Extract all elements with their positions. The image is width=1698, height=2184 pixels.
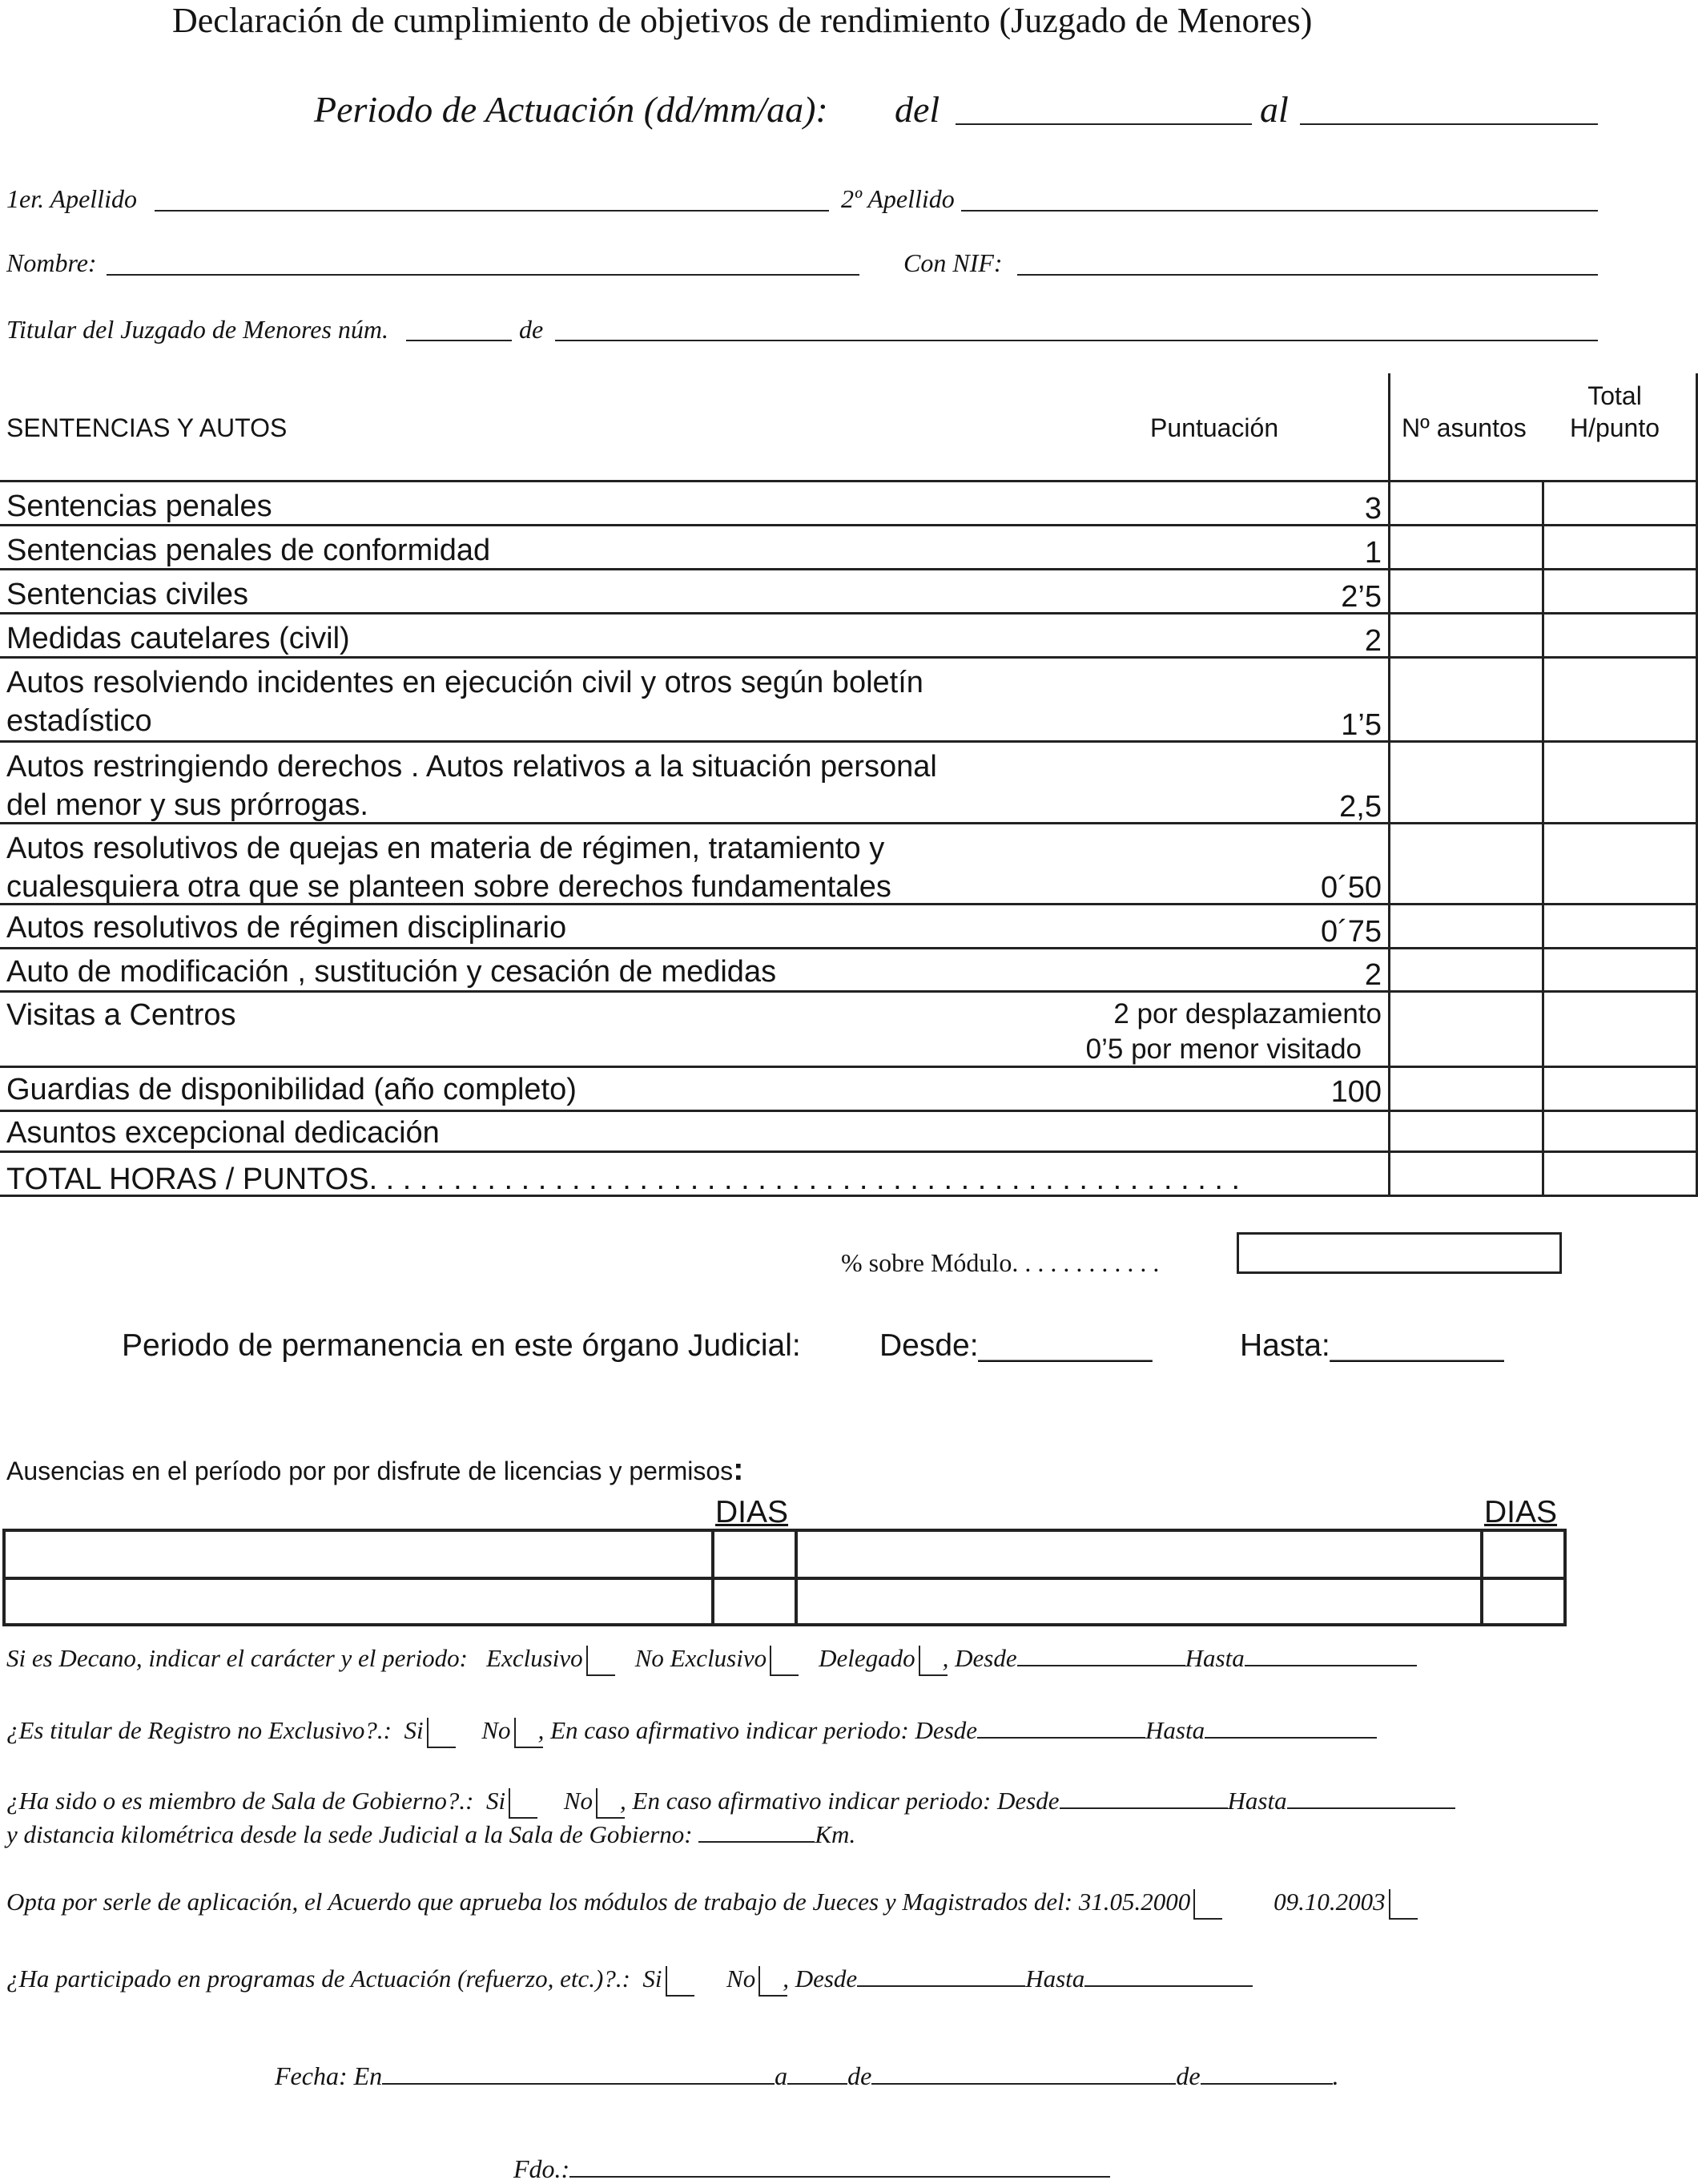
titular-label: Titular del Juzgado de Menores núm. (6, 315, 388, 344)
sala-km-field[interactable] (698, 1817, 815, 1843)
row-puntuacion: 0´75 (1320, 915, 1382, 949)
decano-no-exclusivo-label: No Exclusivo (634, 1644, 767, 1672)
fecha-a-label: a (775, 2061, 788, 2090)
decano-hasta-field[interactable] (1245, 1641, 1417, 1666)
col-header-asuntos: Nº asuntos (1402, 413, 1527, 442)
juzgado-num-field[interactable] (406, 340, 512, 341)
programas-no-checkbox[interactable] (758, 1966, 783, 1990)
periodo-al-label: al (1260, 89, 1289, 130)
fecha-lugar-field[interactable] (382, 2059, 775, 2085)
nif-field[interactable] (1017, 274, 1598, 276)
row-puntuacion: 2’5 (1341, 580, 1382, 614)
permanencia-desde[interactable]: Desde:__________ (879, 1328, 1153, 1363)
decano-delegado-label: Delegado (819, 1644, 915, 1672)
ausencias-rule (2, 1623, 1566, 1626)
registro-desde-field[interactable] (977, 1713, 1145, 1739)
row-puntuacion-cont: 0’5 por menor visitado (1085, 1034, 1362, 1065)
row-label: Visitas a Centros (6, 998, 236, 1032)
programas-desde-field[interactable] (857, 1961, 1025, 1987)
decano-question (6, 1641, 1417, 1673)
apellido1-label: 1er. Apellido (6, 184, 137, 213)
programas-no-label: No (726, 1964, 756, 1993)
periodo-del-label: del (895, 89, 940, 130)
programas-text: ¿Ha participado en programas de Actuación (refuerzo, etc.)?.: (6, 1964, 630, 1993)
row-puntuacion: 1’5 (1341, 708, 1382, 742)
acuerdo-2003-checkbox[interactable] (1389, 1889, 1413, 1913)
sala-km-label: Km. (815, 1820, 856, 1848)
row-label: Asuntos excepcional dedicación (6, 1116, 440, 1150)
modulo-box[interactable] (1237, 1232, 1562, 1274)
sala-question (6, 1783, 1455, 1815)
decano-hasta-label: Hasta (1185, 1644, 1245, 1672)
fecha-de1-label: de (847, 2061, 872, 2090)
ausencias-rule (2, 1529, 1566, 1532)
periodo-label: Periodo de Actuación (dd/mm/aa): (314, 89, 828, 130)
col-header-puntuacion: Puntuación (1150, 413, 1279, 442)
sala-afirmativo-label: , En caso afirmativo indicar periodo: Desde (620, 1787, 1060, 1815)
col-header-total-2: H/punto (1569, 413, 1660, 442)
programas-si-label: Si (642, 1964, 662, 1993)
decano-text: Si es Decano, indicar el carácter y el periodo: (6, 1644, 468, 1672)
col-header-total-1: Total (1587, 381, 1642, 410)
ausencias-text: Ausencias en el período por por disfrute de licencias y permisos (6, 1457, 734, 1485)
row-puntuacion: 0´50 (1320, 871, 1382, 905)
decano-delegado-checkbox[interactable] (919, 1646, 943, 1670)
decano-exclusivo-label: Exclusivo (486, 1644, 583, 1672)
decano-desde-label: , Desde (942, 1644, 1017, 1672)
registro-si-checkbox[interactable] (427, 1718, 451, 1742)
programas-hasta-label: Hasta (1025, 1964, 1085, 1993)
juzgado-de-field[interactable] (555, 340, 1598, 341)
row-puntuacion: 1 (1364, 536, 1382, 570)
ausencias-label (6, 1452, 743, 1488)
apellido2-label: 2º Apellido (841, 184, 955, 213)
row-label-cont: cualesquiera otra que se planteen sobre derechos fundamentales (6, 870, 891, 904)
programas-desde-label: , Desde (783, 1964, 858, 1993)
row-puntuacion: 3 (1364, 492, 1382, 526)
col-header-concept: SENTENCIAS Y AUTOS (6, 413, 288, 442)
fdo-label: Fdo.: (513, 2154, 570, 2183)
row-label: Medidas cautelares (civil) (6, 622, 350, 655)
decano-exclusivo-checkbox[interactable] (586, 1646, 610, 1670)
table-col-divider (1542, 481, 1544, 1195)
sala-si-label: Si (485, 1787, 506, 1815)
modulo-label: % sobre Módulo. . . . . . . . . . . . (841, 1248, 1160, 1277)
firma-field[interactable] (569, 2152, 1110, 2178)
row-puntuacion: 100 (1330, 1075, 1382, 1109)
registro-question (6, 1713, 1377, 1745)
nombre-field[interactable] (107, 274, 859, 276)
sala-hasta-field[interactable] (1287, 1783, 1455, 1809)
registro-text: ¿Es titular de Registro no Exclusivo?.: (6, 1716, 392, 1744)
fecha-anio-field[interactable] (1201, 2059, 1333, 2085)
registro-hasta-field[interactable] (1205, 1713, 1377, 1739)
ausencias-colon: : (733, 1452, 744, 1487)
row-label-cont: del menor y sus prórrogas. (6, 788, 368, 822)
sala-si-checkbox[interactable] (509, 1788, 533, 1812)
permanencia-hasta[interactable]: Hasta:__________ (1240, 1328, 1504, 1363)
decano-no-exclusivo-checkbox[interactable] (770, 1646, 794, 1670)
fecha-dot: . (1332, 2061, 1339, 2090)
apellido2-field[interactable] (961, 210, 1598, 212)
row-label: Sentencias civiles (6, 578, 249, 611)
sala-distancia-text: y distancia kilométrica desde la sede Judicial a la Sala de Gobierno: (6, 1820, 693, 1848)
sala-distancia (6, 1817, 855, 1849)
sala-no-label: No (563, 1787, 593, 1815)
sala-no-checkbox[interactable] (596, 1788, 620, 1812)
periodo-del-field[interactable] (956, 123, 1252, 125)
page-title: Declaración de cumplimiento de objetivos de rendimiento (Juzgado de Menores) (172, 1, 1313, 40)
programas-question (6, 1961, 1253, 1993)
ausencias-cells[interactable] (6, 1533, 1560, 1622)
total-column-cells[interactable] (1545, 482, 1694, 1192)
asuntos-column-cells[interactable] (1391, 482, 1540, 1192)
permanencia-label: Periodo de permanencia en este órgano Judicial: (122, 1328, 801, 1363)
row-puntuacion: 2 por desplazamiento (1113, 998, 1382, 1030)
nif-label: Con NIF: (903, 248, 1003, 277)
fecha-en-label: Fecha: En (275, 2061, 383, 2090)
decano-desde-field[interactable] (1017, 1641, 1185, 1666)
sala-hasta-label: Hasta (1227, 1787, 1287, 1815)
row-label: Sentencias penales de conformidad (6, 534, 491, 567)
acuerdo-2000-checkbox[interactable] (1193, 1889, 1217, 1913)
row-label: Auto de modificación , sustitución y cesación de medidas (6, 955, 777, 989)
table-col-divider (1388, 373, 1390, 1195)
fecha-dia-field[interactable] (787, 2059, 847, 2085)
row-puntuacion: 2,5 (1339, 790, 1382, 824)
ausencias-divider (1563, 1529, 1567, 1626)
periodo-al-field[interactable] (1300, 123, 1598, 125)
acuerdo-date2: 09.10.2003 (1274, 1888, 1386, 1916)
fecha-mes-field[interactable] (871, 2059, 1176, 2085)
row-label: Autos resolutivos de régimen disciplinario (6, 911, 567, 945)
fecha-line (275, 2059, 1339, 2091)
apellido1-field[interactable] (155, 210, 829, 212)
row-label: Autos resolviendo incidentes en ejecución civil y otros según boletín (6, 666, 923, 699)
row-label-cont: estadístico (6, 704, 152, 738)
fecha-de2-label: de (1176, 2061, 1201, 2090)
acuerdo-question (6, 1888, 1413, 1916)
registro-no-checkbox[interactable] (514, 1718, 538, 1742)
row-puntuacion: 2 (1364, 958, 1382, 992)
programas-si-checkbox[interactable] (666, 1966, 690, 1990)
dias-header-2: DIAS (1484, 1495, 1558, 1529)
registro-si-label: Si (404, 1716, 424, 1744)
registro-hasta-label: Hasta (1145, 1716, 1205, 1744)
sala-text: ¿Ha sido o es miembro de Sala de Gobierno?.: (6, 1787, 474, 1815)
ausencias-divider (2, 1529, 6, 1626)
dias-header-1: DIAS (715, 1495, 789, 1529)
row-puntuacion: 2 (1364, 624, 1382, 658)
programas-hasta-field[interactable] (1084, 1961, 1253, 1987)
row-label: Autos resolutivos de quejas en materia de régimen, tratamiento y (6, 832, 885, 865)
nombre-label: Nombre: (6, 248, 97, 277)
acuerdo-text: Opta por serle de aplicación, el Acuerdo que aprueba los módulos de trabajo de Jueces y Magistrados del: 31.05.2000 (6, 1888, 1191, 1916)
firma-line (513, 2152, 1110, 2184)
row-label: Autos restringiendo derechos . Autos relativos a la situación personal (6, 750, 937, 784)
total-label: TOTAL HORAS / PUNTOS. . . . . . . . . . . . . . . . . . . . . . . . . . . . . . . . . . . . . . . . . . . . . . . . . . . . (6, 1163, 1241, 1196)
registro-afirmativo-label: , En caso afirmativo indicar periodo: Desde (537, 1716, 978, 1744)
row-label: Guardias de disponibilidad (año completo) (6, 1073, 577, 1106)
row-label: Sentencias penales (6, 490, 272, 523)
titular-de-label: de (519, 315, 544, 344)
registro-no-label: No (481, 1716, 511, 1744)
sala-desde-field[interactable] (1060, 1783, 1228, 1809)
